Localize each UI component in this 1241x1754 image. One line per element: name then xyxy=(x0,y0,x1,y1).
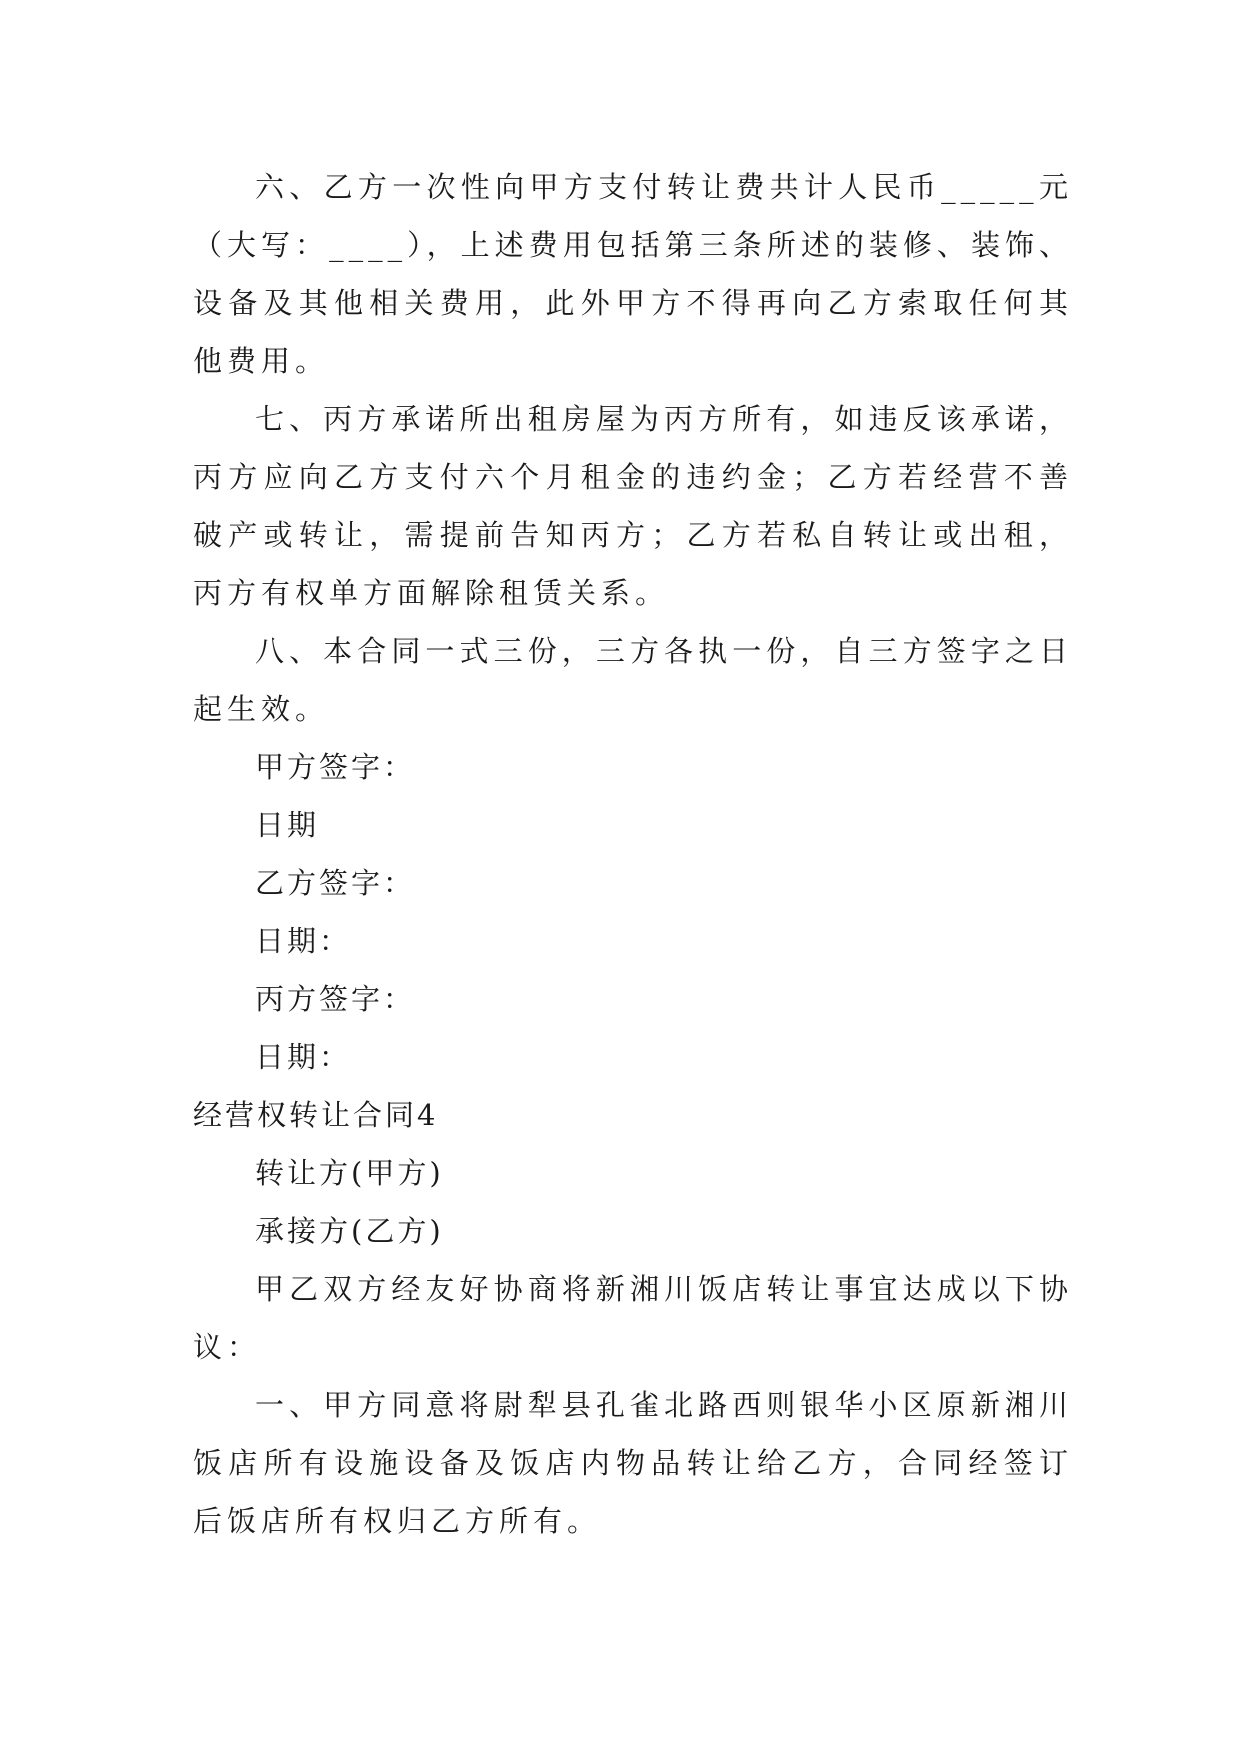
clause-one: 一、甲方同意将尉犁县孔雀北路西则银华小区原新湘川饭店所有设施设备及饭店内物品转让给乙方，合同经签订后饭店所有权归乙方所有。 xyxy=(193,1388,1073,1538)
clause-eight: 八、本合同一式三份，三方各执一份，自三方签字之日起生效。 xyxy=(193,634,1073,726)
agreement-intro: 甲乙双方经友好协商将新湘川饭店转让事宜达成以下协议： xyxy=(193,1272,1073,1364)
contract-4-title: 经营权转让合同4 xyxy=(193,1098,439,1132)
party-a-date-line: 日期 xyxy=(255,808,320,842)
clause-six: 六、乙方一次性向甲方支付转让费共计人民币_____元（大写：____），上述费用包括第三条所述的装修、装饰、设备及其他相关费用，此外甲方不得再向乙方索取任何其他费用。 xyxy=(193,170,1073,378)
clause-seven: 七、丙方承诺所出租房屋为丙方所有，如违反该承诺，丙方应向乙方支付六个月租金的违约金；乙方若经营不善破产或转让，需提前告知丙方；乙方若私自转让或出租，丙方有权单方面解除租赁关系。 xyxy=(193,402,1073,610)
party-c-date-line: 日期： xyxy=(255,1040,352,1074)
party-c-signature-line: 丙方签字： xyxy=(255,982,416,1016)
party-a-signature-line: 甲方签字： xyxy=(255,750,416,784)
document-body xyxy=(193,158,1073,1550)
transferor-line: 转让方(甲方) xyxy=(255,1156,444,1190)
transferee-line: 承接方(乙方) xyxy=(255,1214,444,1248)
party-b-date-line: 日期： xyxy=(255,924,352,958)
party-b-signature-line: 乙方签字： xyxy=(255,866,416,900)
